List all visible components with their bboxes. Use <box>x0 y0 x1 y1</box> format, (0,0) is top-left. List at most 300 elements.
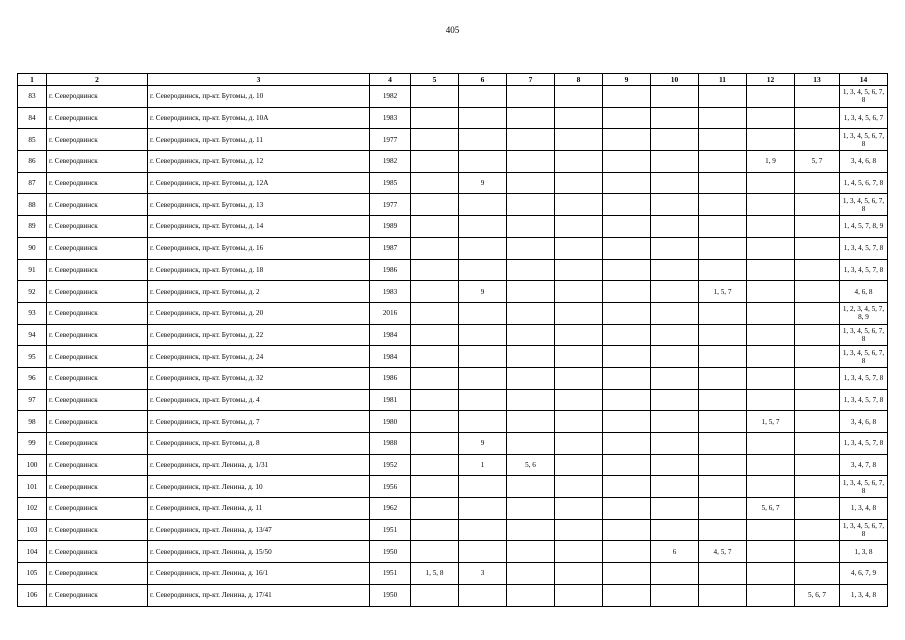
table-cell-col-13 <box>795 107 840 129</box>
table-cell-col-13 <box>795 129 840 151</box>
table-cell-col-12 <box>747 194 795 216</box>
table-cell-col-11 <box>699 389 747 411</box>
table-cell-col-1: 97 <box>18 389 47 411</box>
table-cell-col-2: г. Северодвинск <box>47 259 148 281</box>
table-cell-col-12 <box>747 86 795 108</box>
table-cell-col-11 <box>699 367 747 389</box>
table-cell-col-4: 1983 <box>370 281 411 303</box>
table-cell-col-7 <box>507 389 555 411</box>
table-cell-col-5 <box>411 194 459 216</box>
table-cell-col-8 <box>555 281 603 303</box>
table-cell-col-4: 1962 <box>370 498 411 520</box>
table-cell-col-6 <box>459 324 507 346</box>
table-cell-col-10 <box>651 454 699 476</box>
table-cell-col-8 <box>555 346 603 368</box>
table-cell-col-9 <box>603 281 651 303</box>
table-cell-col-1: 99 <box>18 433 47 455</box>
table-cell-col-9 <box>603 172 651 194</box>
table-cell-col-6 <box>459 411 507 433</box>
table-cell-col-12 <box>747 324 795 346</box>
table-cell-col-2: г. Северодвинск <box>47 367 148 389</box>
table-cell-col-1: 92 <box>18 281 47 303</box>
table-cell-col-7 <box>507 411 555 433</box>
table-cell-col-13 <box>795 411 840 433</box>
table-cell-col-14: 1, 3, 4, 5, 6, 7, 8 <box>840 346 888 368</box>
column-header-6: 6 <box>459 74 507 86</box>
table-cell-col-12 <box>747 281 795 303</box>
table-cell-col-3: г. Северодвинск, пр-кт. Бутомы, д. 8 <box>148 433 370 455</box>
table-cell-col-7 <box>507 151 555 173</box>
table-cell-col-10 <box>651 324 699 346</box>
table-cell-col-9 <box>603 324 651 346</box>
table-row <box>18 324 888 346</box>
table-cell-col-9 <box>603 237 651 259</box>
table-cell-col-1: 96 <box>18 367 47 389</box>
table-cell-col-9 <box>603 389 651 411</box>
column-header-8: 8 <box>555 74 603 86</box>
table-cell-col-4: 1989 <box>370 216 411 238</box>
table-cell-col-14: 1, 3, 4, 5, 7, 8 <box>840 237 888 259</box>
table-cell-col-6 <box>459 259 507 281</box>
table-cell-col-11 <box>699 151 747 173</box>
table-cell-col-12 <box>747 107 795 129</box>
table-cell-col-12 <box>747 302 795 324</box>
table-cell-col-4: 1985 <box>370 172 411 194</box>
table-cell-col-14: 1, 3, 4, 5, 6, 7, 8 <box>840 129 888 151</box>
table-cell-col-7 <box>507 194 555 216</box>
table-row <box>18 237 888 259</box>
table-row <box>18 259 888 281</box>
table-cell-col-14: 1, 3, 4, 5, 7, 8 <box>840 259 888 281</box>
table-cell-col-8 <box>555 411 603 433</box>
table-cell-col-9 <box>603 433 651 455</box>
table-cell-col-13 <box>795 259 840 281</box>
table-cell-col-8 <box>555 498 603 520</box>
table-cell-col-14: 1, 3, 4, 5, 6, 7, 8 <box>840 476 888 498</box>
table-row <box>18 498 888 520</box>
table-cell-col-12: 1, 5, 7 <box>747 411 795 433</box>
table-cell-col-8 <box>555 216 603 238</box>
table-cell-col-8 <box>555 302 603 324</box>
table-cell-col-14: 1, 3, 4, 5, 6, 7, 8 <box>840 86 888 108</box>
table-cell-col-4: 1984 <box>370 324 411 346</box>
table-cell-col-2: г. Северодвинск <box>47 476 148 498</box>
table-cell-col-6: 9 <box>459 433 507 455</box>
table-row <box>18 476 888 498</box>
table-cell-col-6 <box>459 107 507 129</box>
table-cell-col-2: г. Северодвинск <box>47 411 148 433</box>
table-cell-col-1: 89 <box>18 216 47 238</box>
table-cell-col-11 <box>699 194 747 216</box>
table-row <box>18 367 888 389</box>
table-cell-col-5 <box>411 172 459 194</box>
table-cell-col-1: 91 <box>18 259 47 281</box>
table-cell-col-7 <box>507 519 555 541</box>
table-cell-col-10 <box>651 563 699 585</box>
table-cell-col-5 <box>411 389 459 411</box>
table-cell-col-12 <box>747 563 795 585</box>
table-cell-col-3: г. Северодвинск, пр-кт. Бутомы, д. 11 <box>148 129 370 151</box>
table-row <box>18 541 888 563</box>
table-cell-col-11 <box>699 476 747 498</box>
table-cell-col-14: 4, 6, 8 <box>840 281 888 303</box>
table-cell-col-11: 1, 5, 7 <box>699 281 747 303</box>
table-row <box>18 563 888 585</box>
table-cell-col-4: 1950 <box>370 541 411 563</box>
column-header-2: 2 <box>47 74 148 86</box>
table-cell-col-8 <box>555 389 603 411</box>
table-cell-col-14: 1, 4, 5, 6, 7, 8 <box>840 172 888 194</box>
table-cell-col-7 <box>507 107 555 129</box>
table-cell-col-10 <box>651 476 699 498</box>
table-cell-col-5 <box>411 129 459 151</box>
table-cell-col-14: 1, 3, 4, 5, 6, 7, 8 <box>840 194 888 216</box>
table-row <box>18 129 888 151</box>
table-cell-col-1: 86 <box>18 151 47 173</box>
table-cell-col-3: г. Северодвинск, пр-кт. Бутомы, д. 20 <box>148 302 370 324</box>
table-row <box>18 454 888 476</box>
table-cell-col-12: 1, 9 <box>747 151 795 173</box>
table-cell-col-13 <box>795 237 840 259</box>
table-row <box>18 411 888 433</box>
table-cell-col-9 <box>603 216 651 238</box>
table-cell-col-5 <box>411 476 459 498</box>
column-header-3: 3 <box>148 74 370 86</box>
table-row <box>18 433 888 455</box>
table-cell-col-1: 105 <box>18 563 47 585</box>
table-cell-col-14: 3, 4, 7, 8 <box>840 454 888 476</box>
table-cell-col-5 <box>411 151 459 173</box>
table-cell-col-11 <box>699 454 747 476</box>
table-row <box>18 519 888 541</box>
table-cell-col-8 <box>555 563 603 585</box>
table-cell-col-6 <box>459 302 507 324</box>
housing-registry-table <box>17 73 888 607</box>
table-cell-col-5 <box>411 584 459 606</box>
table-cell-col-6 <box>459 346 507 368</box>
table-cell-col-8 <box>555 541 603 563</box>
table-cell-col-2: г. Северодвинск <box>47 346 148 368</box>
table-cell-col-5 <box>411 86 459 108</box>
table-cell-col-10 <box>651 172 699 194</box>
table-cell-col-13 <box>795 454 840 476</box>
table-cell-col-10 <box>651 302 699 324</box>
table-cell-col-7 <box>507 324 555 346</box>
table-cell-col-6 <box>459 389 507 411</box>
column-header-5: 5 <box>411 74 459 86</box>
table-cell-col-6 <box>459 129 507 151</box>
table-cell-col-4: 1988 <box>370 433 411 455</box>
table-cell-col-8 <box>555 86 603 108</box>
table-row <box>18 346 888 368</box>
table-cell-col-12 <box>747 346 795 368</box>
table-cell-col-14: 1, 4, 5, 7, 8, 9 <box>840 216 888 238</box>
table-cell-col-10 <box>651 519 699 541</box>
table-cell-col-10 <box>651 107 699 129</box>
table-cell-col-2: г. Северодвинск <box>47 151 148 173</box>
table-row <box>18 584 888 606</box>
table-cell-col-14: 1, 3, 4, 5, 6, 7, 8 <box>840 324 888 346</box>
table-row <box>18 216 888 238</box>
header-row <box>18 74 888 86</box>
table-cell-col-11 <box>699 498 747 520</box>
table-cell-col-9 <box>603 259 651 281</box>
table-cell-col-1: 98 <box>18 411 47 433</box>
table-cell-col-10 <box>651 86 699 108</box>
table-cell-col-12 <box>747 237 795 259</box>
table-cell-col-3: г. Северодвинск, пр-кт. Бутомы, д. 10А <box>148 107 370 129</box>
table-cell-col-10 <box>651 281 699 303</box>
table-cell-col-1: 87 <box>18 172 47 194</box>
table-cell-col-2: г. Северодвинск <box>47 541 148 563</box>
table-cell-col-12 <box>747 519 795 541</box>
table-row <box>18 302 888 324</box>
table-cell-col-2: г. Северодвинск <box>47 172 148 194</box>
table-cell-col-6 <box>459 194 507 216</box>
table-cell-col-5 <box>411 433 459 455</box>
table-cell-col-4: 1951 <box>370 563 411 585</box>
table-cell-col-6 <box>459 476 507 498</box>
table-cell-col-7 <box>507 563 555 585</box>
table-cell-col-2: г. Северодвинск <box>47 563 148 585</box>
table-cell-col-12 <box>747 389 795 411</box>
table-cell-col-7 <box>507 172 555 194</box>
table-cell-col-8 <box>555 433 603 455</box>
table-cell-col-11 <box>699 172 747 194</box>
column-header-7: 7 <box>507 74 555 86</box>
table-cell-col-9 <box>603 541 651 563</box>
table-cell-col-3: г. Северодвинск, пр-кт. Ленина, д. 1/31 <box>148 454 370 476</box>
table-cell-col-11 <box>699 237 747 259</box>
table-cell-col-8 <box>555 584 603 606</box>
table-cell-col-12 <box>747 129 795 151</box>
column-header-4: 4 <box>370 74 411 86</box>
table-cell-col-1: 95 <box>18 346 47 368</box>
table-cell-col-5 <box>411 324 459 346</box>
table-cell-col-6 <box>459 216 507 238</box>
table-cell-col-13 <box>795 172 840 194</box>
table-cell-col-13 <box>795 389 840 411</box>
table-cell-col-12 <box>747 454 795 476</box>
table-cell-col-3: г. Северодвинск, пр-кт. Бутомы, д. 4 <box>148 389 370 411</box>
table-cell-col-5 <box>411 541 459 563</box>
table-cell-col-14: 4, 6, 7, 9 <box>840 563 888 585</box>
table-row <box>18 151 888 173</box>
table-cell-col-5 <box>411 346 459 368</box>
table-cell-col-9 <box>603 367 651 389</box>
table-cell-col-14: 1, 3, 8 <box>840 541 888 563</box>
table-cell-col-7 <box>507 584 555 606</box>
table-row <box>18 107 888 129</box>
table-cell-col-11 <box>699 411 747 433</box>
table-cell-col-1: 106 <box>18 584 47 606</box>
table-cell-col-6 <box>459 151 507 173</box>
table-cell-col-13 <box>795 519 840 541</box>
table-cell-col-10 <box>651 433 699 455</box>
table-cell-col-9 <box>603 454 651 476</box>
table-cell-col-13 <box>795 476 840 498</box>
table-cell-col-3: г. Северодвинск, пр-кт. Ленина, д. 17/41 <box>148 584 370 606</box>
table-cell-col-1: 103 <box>18 519 47 541</box>
table-cell-col-4: 1986 <box>370 367 411 389</box>
table-cell-col-13 <box>795 367 840 389</box>
table-cell-col-7 <box>507 498 555 520</box>
table-cell-col-10 <box>651 151 699 173</box>
table-cell-col-13: 5, 6, 7 <box>795 584 840 606</box>
table-cell-col-2: г. Северодвинск <box>47 498 148 520</box>
table-cell-col-2: г. Северодвинск <box>47 194 148 216</box>
table-cell-col-8 <box>555 107 603 129</box>
table-cell-col-8 <box>555 454 603 476</box>
table-cell-col-9 <box>603 302 651 324</box>
table-cell-col-8 <box>555 129 603 151</box>
table-cell-col-2: г. Северодвинск <box>47 433 148 455</box>
table-cell-col-7 <box>507 129 555 151</box>
table-cell-col-3: г. Северодвинск, пр-кт. Ленина, д. 13/47 <box>148 519 370 541</box>
table-cell-col-1: 83 <box>18 86 47 108</box>
table-cell-col-7 <box>507 216 555 238</box>
table-cell-col-5 <box>411 498 459 520</box>
table-cell-col-12 <box>747 433 795 455</box>
table-body <box>18 86 888 607</box>
table-cell-col-9 <box>603 498 651 520</box>
table-cell-col-7 <box>507 86 555 108</box>
column-header-10: 10 <box>651 74 699 86</box>
table-cell-col-9 <box>603 86 651 108</box>
table-cell-col-13 <box>795 302 840 324</box>
table-cell-col-5 <box>411 216 459 238</box>
table-cell-col-6 <box>459 237 507 259</box>
table-cell-col-4: 1982 <box>370 151 411 173</box>
table-cell-col-6: 9 <box>459 281 507 303</box>
table-cell-col-3: г. Северодвинск, пр-кт. Бутомы, д. 2 <box>148 281 370 303</box>
table-cell-col-3: г. Северодвинск, пр-кт. Бутомы, д. 12 <box>148 151 370 173</box>
table-cell-col-3: г. Северодвинск, пр-кт. Ленина, д. 16/1 <box>148 563 370 585</box>
table-cell-col-5 <box>411 411 459 433</box>
table-cell-col-3: г. Северодвинск, пр-кт. Бутомы, д. 22 <box>148 324 370 346</box>
table-cell-col-2: г. Северодвинск <box>47 584 148 606</box>
table-cell-col-4: 1950 <box>370 584 411 606</box>
table-cell-col-8 <box>555 476 603 498</box>
table-cell-col-9 <box>603 476 651 498</box>
table-cell-col-3: г. Северодвинск, пр-кт. Ленина, д. 10 <box>148 476 370 498</box>
table-cell-col-5 <box>411 302 459 324</box>
table-cell-col-11 <box>699 563 747 585</box>
table-cell-col-1: 85 <box>18 129 47 151</box>
table-cell-col-3: г. Северодвинск, пр-кт. Бутомы, д. 13 <box>148 194 370 216</box>
table-cell-col-14: 1, 3, 4, 5, 7, 8 <box>840 433 888 455</box>
table-cell-col-14: 1, 3, 4, 5, 7, 8 <box>840 389 888 411</box>
table-cell-col-7 <box>507 259 555 281</box>
table-cell-col-13 <box>795 194 840 216</box>
table-cell-col-12: 5, 6, 7 <box>747 498 795 520</box>
table-cell-col-6: 1 <box>459 454 507 476</box>
table-cell-col-2: г. Северодвинск <box>47 302 148 324</box>
table-cell-col-10 <box>651 346 699 368</box>
table-cell-col-1: 84 <box>18 107 47 129</box>
table-cell-col-6 <box>459 541 507 563</box>
table-cell-col-4: 1951 <box>370 519 411 541</box>
table-cell-col-10 <box>651 237 699 259</box>
table-cell-col-2: г. Северодвинск <box>47 519 148 541</box>
table-cell-col-14: 3, 4, 6, 8 <box>840 151 888 173</box>
table-cell-col-1: 104 <box>18 541 47 563</box>
table-cell-col-13 <box>795 498 840 520</box>
table-cell-col-13 <box>795 541 840 563</box>
table-cell-col-1: 101 <box>18 476 47 498</box>
table-cell-col-8 <box>555 151 603 173</box>
table-cell-col-14: 1, 3, 4, 8 <box>840 498 888 520</box>
table-cell-col-2: г. Северодвинск <box>47 237 148 259</box>
table-cell-col-9 <box>603 129 651 151</box>
table-cell-col-8 <box>555 237 603 259</box>
table-cell-col-2: г. Северодвинск <box>47 216 148 238</box>
table-cell-col-7 <box>507 281 555 303</box>
table-cell-col-14: 1, 2, 3, 4, 5, 7, 8, 9 <box>840 302 888 324</box>
column-header-12: 12 <box>747 74 795 86</box>
table-cell-col-14: 3, 4, 6, 8 <box>840 411 888 433</box>
table-cell-col-6 <box>459 367 507 389</box>
table-cell-col-4: 1982 <box>370 86 411 108</box>
column-header-13: 13 <box>795 74 840 86</box>
table-cell-col-11 <box>699 324 747 346</box>
table-cell-col-3: г. Северодвинск, пр-кт. Бутомы, д. 16 <box>148 237 370 259</box>
table-cell-col-11 <box>699 584 747 606</box>
table-cell-col-3: г. Северодвинск, пр-кт. Ленина, д. 11 <box>148 498 370 520</box>
table-cell-col-2: г. Северодвинск <box>47 281 148 303</box>
table-cell-col-5 <box>411 281 459 303</box>
table-cell-col-13 <box>795 324 840 346</box>
table-cell-col-10 <box>651 129 699 151</box>
table-cell-col-12 <box>747 476 795 498</box>
table-cell-col-10 <box>651 194 699 216</box>
table-cell-col-13 <box>795 563 840 585</box>
table-cell-col-3: г. Северодвинск, пр-кт. Бутомы, д. 18 <box>148 259 370 281</box>
table-cell-col-3: г. Северодвинск, пр-кт. Бутомы, д. 24 <box>148 346 370 368</box>
column-header-9: 9 <box>603 74 651 86</box>
table-cell-col-4: 1952 <box>370 454 411 476</box>
table-cell-col-11 <box>699 433 747 455</box>
table-cell-col-10 <box>651 411 699 433</box>
table-cell-col-8 <box>555 519 603 541</box>
table-cell-col-7: 5, 6 <box>507 454 555 476</box>
table-cell-col-9 <box>603 151 651 173</box>
table-cell-col-11 <box>699 302 747 324</box>
table-cell-col-14: 1, 3, 4, 5, 6, 7 <box>840 107 888 129</box>
table-cell-col-12 <box>747 259 795 281</box>
table-cell-col-13 <box>795 433 840 455</box>
table-cell-col-4: 1977 <box>370 194 411 216</box>
table-cell-col-10 <box>651 498 699 520</box>
table-cell-col-2: г. Северодвинск <box>47 129 148 151</box>
table-cell-col-6: 9 <box>459 172 507 194</box>
table-cell-col-11: 4, 5, 7 <box>699 541 747 563</box>
table-cell-col-6 <box>459 498 507 520</box>
table-cell-col-11 <box>699 107 747 129</box>
table-cell-col-7 <box>507 476 555 498</box>
table-cell-col-10 <box>651 584 699 606</box>
table-row <box>18 389 888 411</box>
table-cell-col-4: 1986 <box>370 259 411 281</box>
table-cell-col-11 <box>699 519 747 541</box>
table-cell-col-8 <box>555 259 603 281</box>
table-cell-col-13 <box>795 86 840 108</box>
table-cell-col-5 <box>411 519 459 541</box>
table-cell-col-11 <box>699 129 747 151</box>
table-cell-col-7 <box>507 346 555 368</box>
table-cell-col-11 <box>699 86 747 108</box>
table-row <box>18 86 888 108</box>
